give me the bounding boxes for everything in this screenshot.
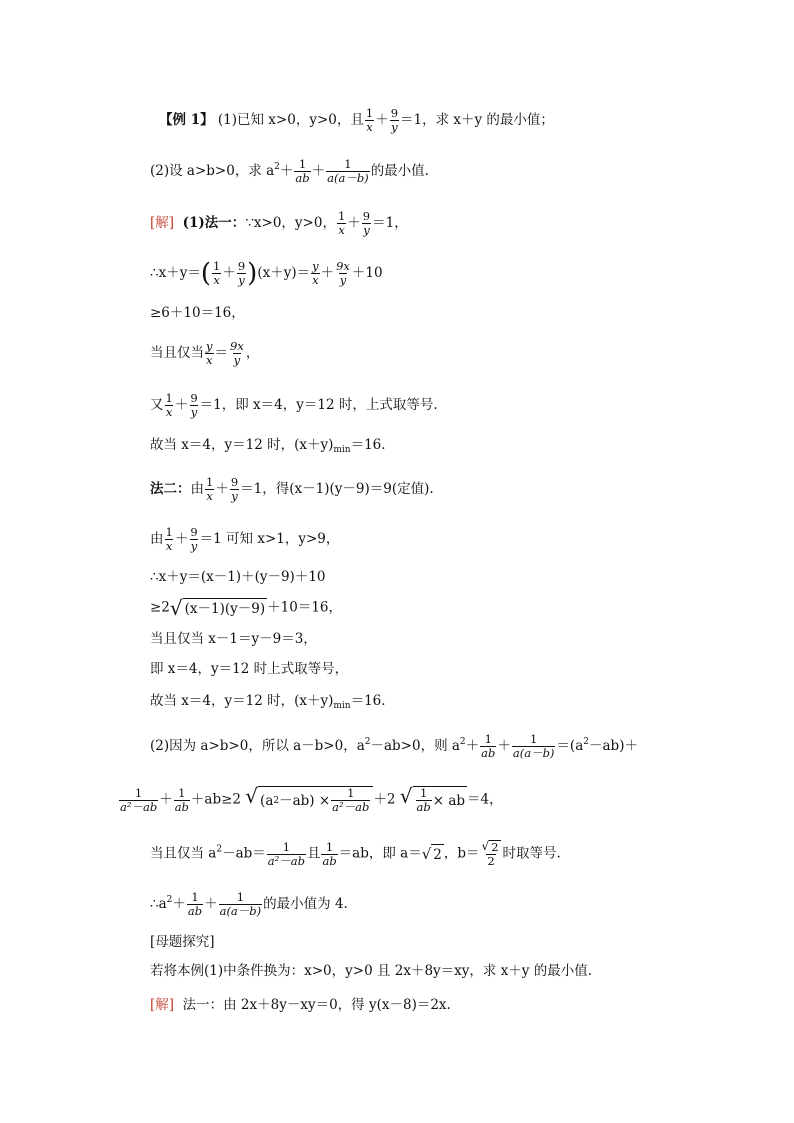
sqrt-symbol: √ $\frac{1}{ab}$ × ab — [399, 784, 466, 814]
fraction: $\frac{1}{x}$ — [365, 106, 374, 134]
solution-part2-line-3: 当且仅当 $a^2-ab=$ $\frac{1}{\text{a²－ab}}$ 且 $\frac{1}{ab}$ ＝ab，即 a＝ √ 2 ，b＝ √ 2 2 时取等号. — [150, 839, 561, 868]
solution-line-3: ≥6＋10＝16， — [150, 305, 245, 321]
solution-line-4: 当且仅当 $\frac{y}{x}$ ＝ $\frac{9x}{y}$ ， — [150, 339, 260, 367]
sqrt-symbol: √ (a 2 －ab) × $\frac{1}{\text{a²－ab}}$ — [245, 786, 373, 814]
method-one-title: (1)法一： — [182, 215, 246, 231]
solution-tag: [解] — [150, 215, 175, 231]
solution-line-12: 即 x＝4，y＝12 时上式取等号， — [150, 661, 349, 677]
example-line-2: (2)设 a>b>0，求 $a^2+$ $\frac{1}{ab}$ ＋ $\frac{1}{a(a-b)}$ 的最小值. — [150, 157, 429, 185]
solution-line-13: 故当 x＝4，y＝12 时，$(x+y)_{min}=16$. — [150, 693, 386, 711]
method-two-title: 法二： — [150, 481, 191, 497]
example-label: 【例 1】 — [159, 112, 214, 128]
variant-heading: [母题探究] — [150, 934, 215, 950]
variant-solution: [解] 法一：由 2x＋8y－xy＝0，得 y(x－8)＝2x. — [150, 997, 451, 1013]
example-part1-end: ＝1，求 x＋y 的最小值； — [400, 112, 554, 128]
solution-line-2: ∴x＋y＝( $\frac{1}{x}$ ＋ $\frac{9}{y}$ )(x＋y)＝ $\frac{y}{x}$ ＋ $\frac{9x}{y}$ ＋10 — [150, 258, 383, 289]
solution-line-6: 故当 x＝4，y＝12 时，$(x+y)_{min}=16$. — [150, 437, 386, 455]
solution-line-10: ≥2 √ (x－1)(y－9) ＋10＝16， — [150, 596, 343, 620]
variant-text: 若将本例(1)中条件换为：x>0，y>0 且 2x＋8y＝xy，求 x＋y 的最小值. — [150, 963, 593, 979]
solution-part2-line-4: $\therefore a^2+$ $\frac{1}{ab}$ ＋ $\frac{1}{a(a-b)}$ 的最小值为 4. — [150, 890, 348, 918]
fraction: $\frac{1}{a(a-b)}$ — [327, 157, 369, 185]
example-line-1: 【例 1】 (1)已知 x>0，y>0，且 $\frac{1}{x}$ ＋ $\frac{9}{y}$ ＝1，求 x＋y 的最小值； — [159, 106, 554, 134]
fraction: $\frac{9}{y}$ — [390, 106, 399, 134]
solution-part2-line-1: (2)因为 a>b>0，所以 a－b>0，$a^2-ab>0$，则 $a^2+$ $\frac{1}{ab}$ ＋ $\frac{1}{a(a-b)}$ $=(a^2-ab)+$ — [150, 732, 638, 760]
example-part1-intro: (1)已知 x>0，y>0，且 — [217, 112, 364, 128]
solution-line-9: ∴x＋y＝(x－1)＋(y－9)＋10 — [150, 569, 326, 585]
variant-solution-tag: [解] — [150, 997, 175, 1013]
sqrt-symbol: √ (x－1)(y－9) — [169, 596, 266, 620]
fraction: $\frac{1}{ab}$ — [295, 157, 310, 185]
solution-line-7: 法二：由 $\frac{1}{x}$ ＋ $\frac{9}{y}$ ＝1，得(x－1)(y－9)＝9(定值). — [150, 475, 434, 503]
solution-line-1: [解] (1)法一：∵x>0，y>0， $\frac{1}{x}$ ＋ $\frac{9}{y}$ ＝1， — [150, 209, 408, 237]
solution-line-8: 由 $\frac{1}{x}$ ＋ $\frac{9}{y}$ ＝1 可知 x>1，y>9， — [150, 525, 340, 553]
solution-line-11: 当且仅当 x－1＝y－9＝3， — [150, 631, 317, 647]
solution-part2-line-2: $\frac{1}{\text{a²－ab}}$ ＋ $\frac{1}{ab}$ ＋ab≥2 √ (a 2 －ab) × $\frac{1}{\text{a²－ab}}$ ＋2 √ $\frac{1}{ab}$ × ab ＝4， — [120, 784, 503, 814]
solution-line-5: 又 $\frac{1}{x}$ ＋ $\frac{9}{y}$ ＝1，即 x＝4，y＝12 时，上式取等号. — [150, 391, 438, 419]
